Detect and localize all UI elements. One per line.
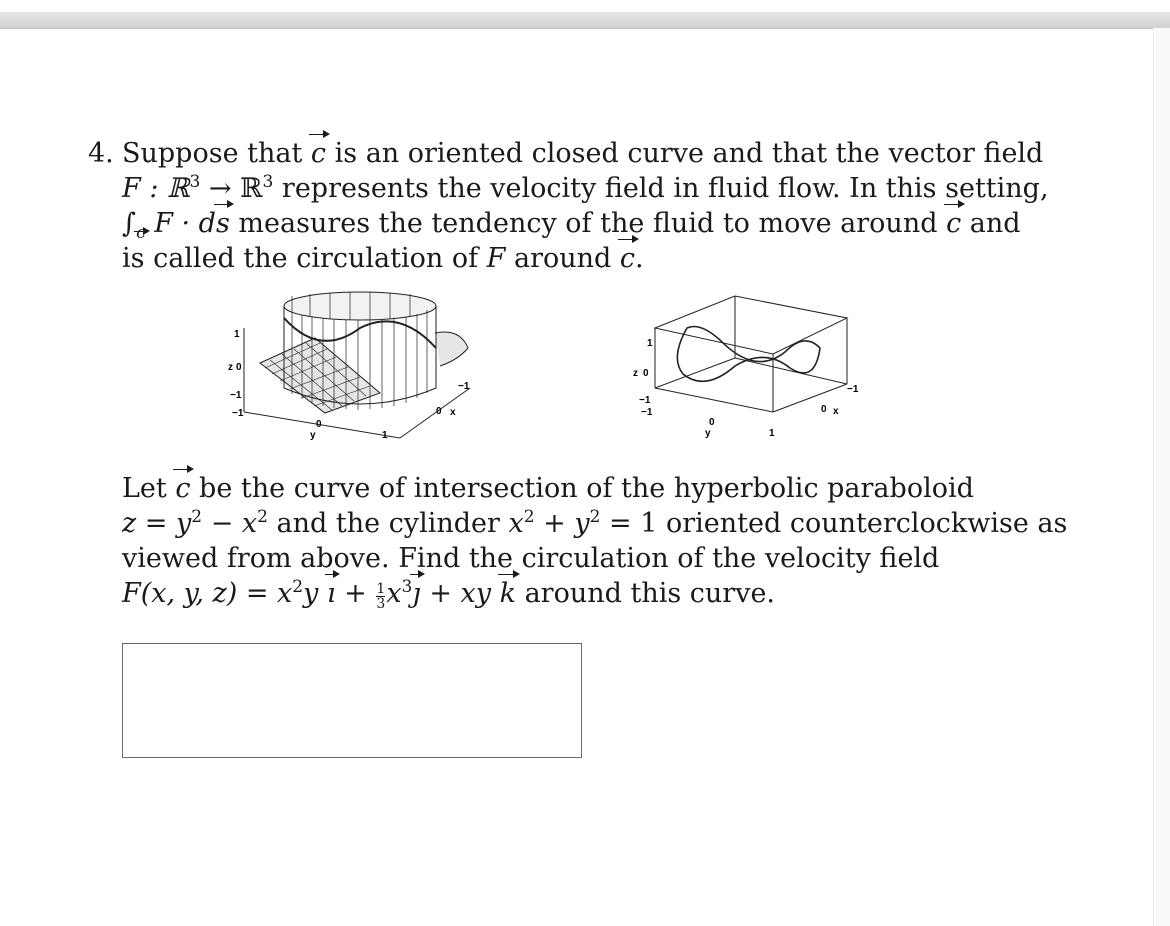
body-line-1: Let c be the curve of intersection of the hyperbolic paraboloid bbox=[122, 473, 974, 504]
ds-vector-symbol: s bbox=[215, 208, 230, 239]
z-tick-bot: −1 bbox=[639, 395, 651, 406]
answer-input[interactable] bbox=[122, 643, 582, 758]
y-tick-right: 1 bbox=[769, 428, 775, 439]
figure-intersection-curve-box bbox=[625, 288, 875, 448]
question-number: 4. bbox=[88, 138, 114, 169]
body-line-2: $z = y^2 - x^2$ and the cylinder $x^2 + y^2 = 1$ oriented counterclockwise as bbox=[122, 507, 1068, 539]
x-tick-mid: 0 bbox=[436, 406, 442, 417]
body-line-3: viewed from above. Find the circulation of the velocity field bbox=[122, 543, 940, 574]
j-unit-vector: ȷ bbox=[412, 578, 421, 609]
fraction-one-third: $\frac{1}{3}$ bbox=[376, 581, 386, 612]
z-tick-bot: −1 bbox=[230, 390, 242, 401]
x-tick-right: −1 bbox=[458, 381, 470, 392]
curve-vector-symbol: c bbox=[310, 138, 327, 169]
scrollbar-track[interactable] bbox=[1153, 28, 1170, 926]
y-tick-mid: 0 bbox=[316, 419, 322, 430]
intro-line-2: F : ℝ$^3$ → ℝ$^3$ represents the velocity field in fluid flow. In this setting, bbox=[122, 172, 1049, 204]
integral-sign: ∫ bbox=[122, 208, 137, 239]
body-line-4: F(x, y, $z) = x^2y$ ı + $\frac{1}{3}$ $x^3ȷ$ + xy k around this curve. bbox=[122, 577, 776, 612]
intro-line-4: is called the circulation of F around c. bbox=[122, 243, 644, 274]
intro-line-3: $\int_c$ F · ds measures the tendency of the fluid to move around c and bbox=[122, 208, 1021, 244]
z-axis-label: z bbox=[228, 362, 233, 373]
x-tick-mid: 0 bbox=[821, 404, 827, 415]
x-tick-right: −1 bbox=[847, 384, 859, 395]
x-axis-label: x bbox=[833, 406, 839, 417]
intro-line-1: Suppose that c is an oriented closed curve and that the vector field bbox=[122, 138, 1044, 169]
y-tick-right: 1 bbox=[382, 430, 388, 441]
viewer-toolbar bbox=[0, 12, 1170, 29]
i-unit-vector: ı bbox=[326, 578, 336, 609]
z-tick-top: 1 bbox=[647, 338, 653, 349]
z-tick-top: 1 bbox=[234, 329, 240, 340]
x-axis-label: x bbox=[450, 407, 456, 418]
z-tick-mid: 0 bbox=[236, 362, 242, 373]
y-tick-left: −1 bbox=[232, 408, 244, 419]
y-axis-label: y bbox=[705, 428, 711, 439]
k-unit-vector: k bbox=[499, 578, 516, 609]
y-tick-left: −1 bbox=[641, 407, 653, 418]
z-tick-mid: 0 bbox=[643, 368, 649, 379]
figure-cylinder-and-paraboloid bbox=[220, 288, 490, 448]
y-axis-label: y bbox=[310, 430, 316, 441]
y-tick-mid: 0 bbox=[709, 417, 715, 428]
z-axis-label: z bbox=[633, 368, 638, 379]
